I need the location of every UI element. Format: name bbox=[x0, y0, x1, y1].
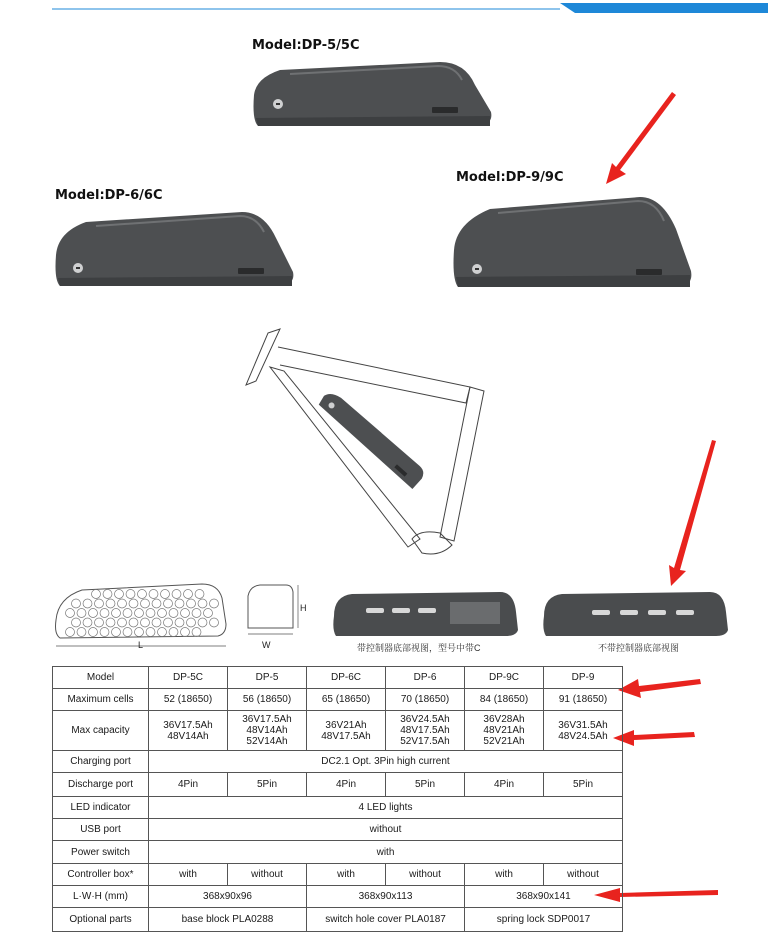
cell-circle bbox=[146, 609, 155, 618]
cell-circle bbox=[210, 618, 219, 627]
cell-value: 52 (18650) bbox=[149, 689, 228, 711]
cell-circle bbox=[169, 609, 178, 618]
cell-value: 4 LED lights bbox=[149, 797, 623, 819]
cell-model: DP-6C bbox=[307, 667, 386, 689]
caption-without-controller: 不带控制器底部视图 bbox=[598, 643, 680, 653]
cell-circle bbox=[181, 628, 190, 637]
capacity-line: 52V14Ah bbox=[246, 736, 288, 747]
cell-value: spring lock SDP0017 bbox=[465, 908, 623, 932]
capacity-line: 36V28Ah bbox=[483, 714, 525, 725]
row-label: LED indicator bbox=[53, 797, 149, 819]
cell-circle bbox=[118, 599, 127, 608]
cell-circle bbox=[164, 618, 173, 627]
cell-circle bbox=[115, 590, 124, 599]
cell-value: 5Pin bbox=[386, 773, 465, 797]
cell-circle bbox=[83, 618, 92, 627]
cell-circle bbox=[118, 618, 127, 627]
cell-circle bbox=[72, 599, 81, 608]
table-row-optional-parts bbox=[53, 908, 623, 932]
cell-value: with bbox=[149, 864, 228, 886]
capacity-line: 36V24.5Ah bbox=[400, 714, 450, 725]
cell-circle bbox=[89, 609, 98, 618]
cell-circle bbox=[123, 628, 132, 637]
bottom-view-without-controller bbox=[540, 590, 730, 640]
row-label: Max capacity bbox=[53, 711, 149, 751]
cell-value: 368x90x96 bbox=[149, 886, 307, 908]
cell-circle bbox=[175, 618, 184, 627]
cell-value: 4Pin bbox=[465, 773, 544, 797]
cell-model: DP-6 bbox=[386, 667, 465, 689]
cell-value: 84 (18650) bbox=[465, 689, 544, 711]
cell-circle bbox=[66, 628, 75, 637]
cell-circle bbox=[198, 618, 207, 627]
caption-with-controller: 带控制器底部视图，型号中带C bbox=[357, 643, 481, 653]
cell-value: with bbox=[465, 864, 544, 886]
cell-model: DP-5 bbox=[228, 667, 307, 689]
cell-value: without bbox=[544, 864, 623, 886]
cell-circle bbox=[181, 609, 190, 618]
cell-circle bbox=[161, 590, 170, 599]
table-row-lwh bbox=[53, 886, 623, 908]
cell-model: DP-9C bbox=[465, 667, 544, 689]
cell-circle bbox=[106, 599, 115, 608]
cell-value: 70 (18650) bbox=[386, 689, 465, 711]
cell-value: 91 (18650) bbox=[544, 689, 623, 711]
cell-value bbox=[465, 711, 544, 751]
cell-circle bbox=[210, 599, 219, 608]
cell-circle bbox=[123, 609, 132, 618]
cell-circle bbox=[135, 628, 144, 637]
cell-circle bbox=[112, 628, 121, 637]
cell-circle bbox=[103, 590, 112, 599]
cell-value: without bbox=[386, 864, 465, 886]
cell-circle bbox=[195, 590, 204, 599]
table-row-controller-box bbox=[53, 864, 623, 886]
table-row-usb-port bbox=[53, 819, 623, 841]
capacity-line: 36V21Ah bbox=[325, 719, 367, 731]
cell-circle bbox=[95, 599, 104, 608]
capacity-line: 52V21Ah bbox=[483, 736, 525, 747]
model-label-left: Model:DP-6/6C bbox=[55, 188, 163, 203]
capacity-line: 52V17.5Ah bbox=[400, 736, 450, 747]
model-label-top: Model:DP-5/5C bbox=[252, 38, 360, 53]
cell-value bbox=[149, 711, 228, 751]
cell-circle bbox=[172, 590, 181, 599]
cell-circle bbox=[66, 609, 75, 618]
cell-value: with bbox=[149, 841, 623, 864]
cell-circle bbox=[135, 609, 144, 618]
table-row-led-indicator bbox=[53, 797, 623, 819]
cell-value bbox=[386, 711, 465, 751]
cell-model-header: Model bbox=[53, 667, 149, 689]
cell-circle bbox=[184, 590, 193, 599]
row-label: Maximum cells bbox=[53, 689, 149, 711]
capacity-line: 48V21Ah bbox=[483, 725, 525, 736]
cell-value: 65 (18650) bbox=[307, 689, 386, 711]
cell-value: with bbox=[307, 864, 386, 886]
cell-circle bbox=[204, 609, 213, 618]
cell-value: base block PLA0288 bbox=[149, 908, 307, 932]
capacity-line: 48V17.5Ah bbox=[321, 730, 371, 742]
cell-circle bbox=[72, 618, 81, 627]
cell-circle bbox=[77, 628, 86, 637]
row-label: Optional parts bbox=[53, 908, 149, 932]
capacity-line: 48V17.5Ah bbox=[400, 725, 450, 736]
capacity-line: 48V14Ah bbox=[246, 725, 288, 736]
cell-value: 4Pin bbox=[149, 773, 228, 797]
cell-circle bbox=[89, 628, 98, 637]
cell-value: 56 (18650) bbox=[228, 689, 307, 711]
row-label: USB port bbox=[53, 819, 149, 841]
cell-circle bbox=[146, 628, 155, 637]
cell-circle bbox=[175, 599, 184, 608]
cell-model: DP-5C bbox=[149, 667, 228, 689]
row-label: L·W·H (mm) bbox=[53, 886, 149, 908]
cell-value: switch hole cover PLA0187 bbox=[307, 908, 465, 932]
cell-circle bbox=[158, 609, 167, 618]
cell-value bbox=[228, 711, 307, 751]
row-label: Charging port bbox=[53, 751, 149, 773]
cell-circle bbox=[95, 618, 104, 627]
cell-circle bbox=[100, 609, 109, 618]
table-row-model bbox=[53, 667, 623, 689]
cell-circle bbox=[83, 599, 92, 608]
cell-circle bbox=[112, 609, 121, 618]
cell-value: 5Pin bbox=[544, 773, 623, 797]
cell-value: 5Pin bbox=[228, 773, 307, 797]
table-row-discharge-port bbox=[53, 773, 623, 797]
table-row-max-cells bbox=[53, 689, 623, 711]
cell-circle bbox=[77, 609, 86, 618]
capacity-line: 36V17.5Ah bbox=[163, 719, 213, 731]
cell-circle bbox=[198, 599, 207, 608]
cell-value: 368x90x113 bbox=[307, 886, 465, 908]
cell-circle bbox=[100, 628, 109, 637]
capacity-line: 36V17.5Ah bbox=[242, 714, 292, 725]
cell-value bbox=[307, 711, 386, 751]
cell-circle bbox=[164, 599, 173, 608]
capacity-line: 36V31.5Ah bbox=[558, 719, 608, 731]
table-row-power-switch bbox=[53, 841, 623, 864]
table-row-charging-port bbox=[53, 751, 623, 773]
cell-value: DC2.1 Opt. 3Pin high current bbox=[149, 751, 623, 773]
cell-circle bbox=[92, 590, 101, 599]
model-label-right: Model:DP-9/9C bbox=[456, 170, 564, 185]
cell-circle bbox=[126, 590, 135, 599]
cell-circle bbox=[129, 599, 138, 608]
spec-table bbox=[52, 666, 623, 932]
row-label: Power switch bbox=[53, 841, 149, 864]
cell-model: DP-9 bbox=[544, 667, 623, 689]
cell-circle bbox=[141, 599, 150, 608]
cell-circle bbox=[169, 628, 178, 637]
cell-circle bbox=[152, 618, 161, 627]
cell-circle bbox=[192, 628, 201, 637]
cell-circle bbox=[129, 618, 138, 627]
cell-value: without bbox=[228, 864, 307, 886]
bottom-view-with-controller bbox=[330, 590, 520, 640]
dim-height-label: H bbox=[300, 603, 307, 613]
row-label: Discharge port bbox=[53, 773, 149, 797]
dim-length-label: L bbox=[138, 640, 144, 650]
cell-circle bbox=[187, 618, 196, 627]
row-label: Controller box* bbox=[53, 864, 149, 886]
cell-circle bbox=[106, 618, 115, 627]
cell-circle bbox=[138, 590, 147, 599]
cell-circle bbox=[141, 618, 150, 627]
cell-circle bbox=[187, 599, 196, 608]
table-row-max-capacity bbox=[53, 711, 623, 751]
capacity-line: 48V14Ah bbox=[167, 730, 209, 742]
cell-circle bbox=[149, 590, 158, 599]
cell-circle bbox=[158, 628, 167, 637]
cell-value: without bbox=[149, 819, 623, 841]
cell-circle bbox=[152, 599, 161, 608]
capacity-line: 48V24.5Ah bbox=[558, 730, 608, 742]
cell-value bbox=[544, 711, 623, 751]
cell-circle bbox=[192, 609, 201, 618]
dim-width-label: W bbox=[262, 640, 271, 650]
cell-value: 4Pin bbox=[307, 773, 386, 797]
cell-value: 368x90x141 bbox=[465, 886, 623, 908]
